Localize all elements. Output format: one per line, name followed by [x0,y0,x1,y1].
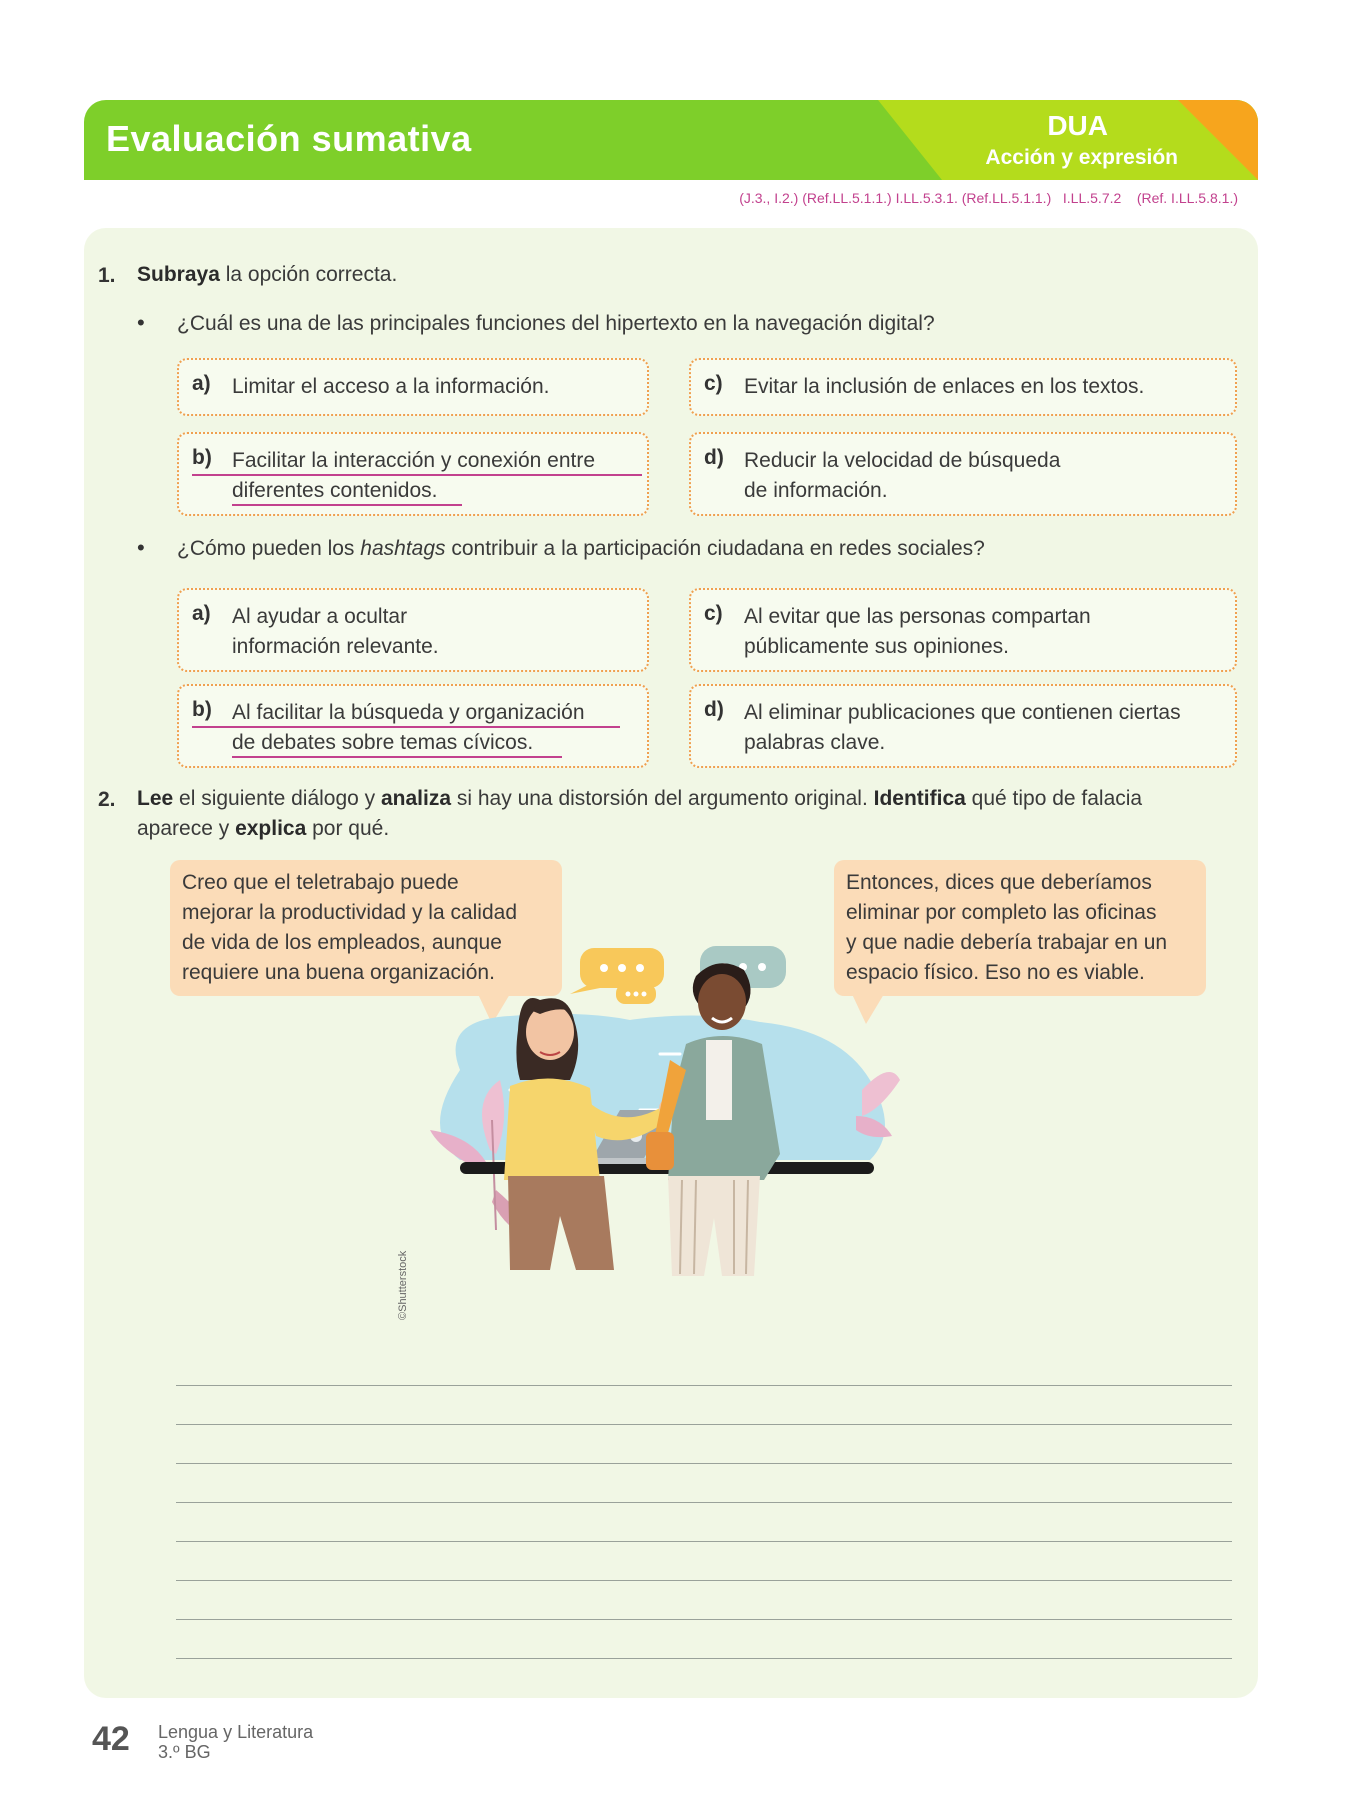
question-1b-prompt [177,534,985,564]
question-1-number: 1. [98,264,116,287]
option-1a-b-selected[interactable] [177,432,649,516]
question-1a-prompt: ¿Cuál es una de las principales funciones del hipertexto en la navegación digital? [177,312,935,335]
option-1a-d[interactable] [689,432,1237,516]
option-1b-d[interactable] [689,684,1237,768]
instruction-text: si hay una distorsión del argumento original. [451,787,874,810]
writing-line[interactable] [176,1502,1232,1503]
question-2-number: 2. [98,788,116,811]
option-letter: c) [704,602,723,625]
option-letter: b) [192,446,212,469]
instruction-text: qué tipo de falacia [965,787,1143,810]
writing-line[interactable] [176,1541,1232,1542]
option-1a-a[interactable] [177,358,649,416]
option-1a-c[interactable] [689,358,1237,416]
footer-title [158,1722,313,1762]
answer-underline [232,504,462,506]
prompt-text: ¿Cómo pueden los [177,537,361,560]
option-letter: d) [704,446,724,469]
man-figure [646,963,780,1276]
option-text: Al eliminar publicaciones que contienen ciertas palabras clave. [744,701,1181,754]
writing-line[interactable] [176,1424,1232,1425]
indicator-references: (J.3., I.2.) (Ref.LL.5.1.1.) I.LL.5.3.1. (Ref.LL.5.1.1.) I.LL.5.7.2 (Ref. I.LL.5.8.1.) [739,190,1238,206]
option-letter: a) [192,602,211,625]
answer-underline [192,474,642,476]
option-text: Facilitar la interacción y conexión entre diferentes contenidos. [232,449,596,502]
writing-line[interactable] [176,1385,1232,1386]
option-text: Reducir la velocidad de búsqueda de información. [744,449,1061,502]
instruction-text: el siguiente diálogo y [173,787,381,810]
dua-subtitle: Acción y expresión [985,146,1178,169]
option-text: Al facilitar la búsqueda y organización de debates sobre temas cívicos. [232,701,585,754]
bullet: • [137,535,145,560]
prompt-text: contribuir a la participación ciudadana en redes sociales? [445,537,985,560]
option-letter: c) [704,372,723,395]
grade-label: 3.º BG [158,1742,211,1762]
page-title: Evaluación sumativa [106,118,472,159]
chat-bubble-icon [570,948,664,1004]
option-1b-b-selected[interactable] [177,684,649,768]
answer-underline [232,756,562,758]
dua-label: DUA [1047,110,1108,141]
section-header [84,100,1258,180]
option-letter: b) [192,698,212,721]
option-letter: a) [192,372,211,395]
instruction-text: aparece y [137,817,236,840]
writing-line[interactable] [176,1619,1232,1620]
image-credit: ©Shutterstock [397,1250,409,1320]
speech-bubble-man: Entonces, dices que deberíamos eliminar por completo las oficinas y que nadie debería trabajar en un espacio físico. Eso no es viable. [834,860,1206,996]
answer-underline [192,726,620,728]
instruction-verb: Subraya [137,263,220,286]
instruction-verb: Lee [137,787,174,810]
page-number: 42 [92,1720,130,1758]
instruction-verb: explica [235,817,307,840]
option-text: Evitar la inclusión de enlaces en los textos. [744,375,1145,398]
question-1-instruction [137,260,397,290]
prompt-emphasis: hashtags [360,537,446,560]
instruction-text: por qué. [306,817,390,840]
instruction-verb: analiza [381,787,452,810]
option-text: Al evitar que las personas compartan públicamente sus opiniones. [744,605,1091,658]
writing-line[interactable] [176,1658,1232,1659]
speech-bubble-woman: Creo que el teletrabajo puede mejorar la productividad y la calidad de vida de los empleados, aunque requiere una buena organización. [170,860,562,996]
option-1b-a[interactable] [177,588,649,672]
bullet: • [137,310,145,335]
dialogue-illustration [400,940,960,1330]
instruction-verb: Identifica [873,787,966,810]
instruction-text: la opción correcta. [219,263,398,286]
option-1b-c[interactable] [689,588,1237,672]
question-2-instruction [137,784,1247,844]
writing-line[interactable] [176,1580,1232,1581]
option-letter: d) [704,698,724,721]
subject-label: Lengua y Literatura [158,1722,314,1742]
option-text: Al ayudar a ocultar información relevante. [232,605,439,658]
writing-line[interactable] [176,1463,1232,1464]
option-text: Limitar el acceso a la información. [232,375,550,398]
